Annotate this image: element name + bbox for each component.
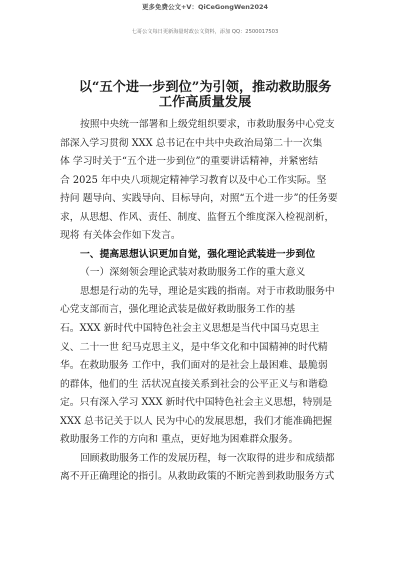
notice-line: 七哥公文每日更新海量时政公文资料，添加 QQ：2500017503 <box>131 29 279 35</box>
body-line: 合 2025 年中央八项规定精神学习教育以及中心工作实际。坚 <box>60 174 327 186</box>
body-line: 心党支部而言，强化理论武装是做好救助服务工作的基 <box>60 304 296 316</box>
body-line: 石。XXX 新时代中国特色社会主义思想是当代中国马克思主 <box>60 323 320 335</box>
title-line-1: 以“五个进一步到位”为引领，推动救助服务 <box>78 80 332 95</box>
body-line: 的群体，他们的生 活状况直接关系到社会的公平正义与和谐稳 <box>60 378 328 390</box>
body-line: 华。在救助服务 工作中，我们面对的是社会上最困难、最脆弱 <box>60 360 328 372</box>
body-line: 思想是行动的先导，理论是实践的指南。对于市救助服务中 <box>80 285 335 297</box>
section-heading: 一、提高思想认识更加自觉，强化理论武装进一步到位 <box>80 248 316 260</box>
body-line: 义、二十一世 纪马克思主义，是中华文化和中国精神的时代精 <box>60 341 328 353</box>
body-line: 按照中央统一部署和上级党组织要求，市救助服务中心党支 <box>80 119 335 130</box>
document-body <box>60 116 360 487</box>
body-line: 定。只有深入学习 XXX 新时代中国特色社会主义思想，特别是 <box>60 397 333 409</box>
body-line: 离不开正确理论的指引。从救助政策的不断完善到救助服务方式 <box>60 471 335 483</box>
body-line: 持问 题导向、实践导向、目标导向，对照“五个进一步”的任务要 <box>60 193 338 205</box>
body-line: 救助服务工作的方向和 重点，更好地为困难群众服务。 <box>60 434 299 446</box>
body-line: 部深入学习贯彻 XXX 总书记在中共中央政治局第二十一次集 <box>60 137 323 149</box>
body-line: XXX 总书记关于以人 民为中心的发展思想，我们才能准确把握 <box>60 415 333 427</box>
subsection-heading: （一）深刻领会理论武装对救助服务工作的重大意义 <box>80 267 306 279</box>
watermark-header: 更多免费公文+V：QiCeGongWen2024 <box>141 3 269 11</box>
title-line-2: 工作高质量发展 <box>158 95 252 110</box>
body-line: 回顾救助服务工作的发展历程，每一次取得的进步和成绩都 <box>80 452 335 464</box>
body-line: 体 学习时关于“五个进一步到位”的重要讲话精神，并紧密结 <box>60 156 319 168</box>
body-line: 现将 有关体会作如下发言。 <box>60 230 181 242</box>
body-line: 求，从思想、作风、责任、制度、监督五个维度深入检视剖析， <box>60 211 335 223</box>
document-title <box>50 80 360 110</box>
